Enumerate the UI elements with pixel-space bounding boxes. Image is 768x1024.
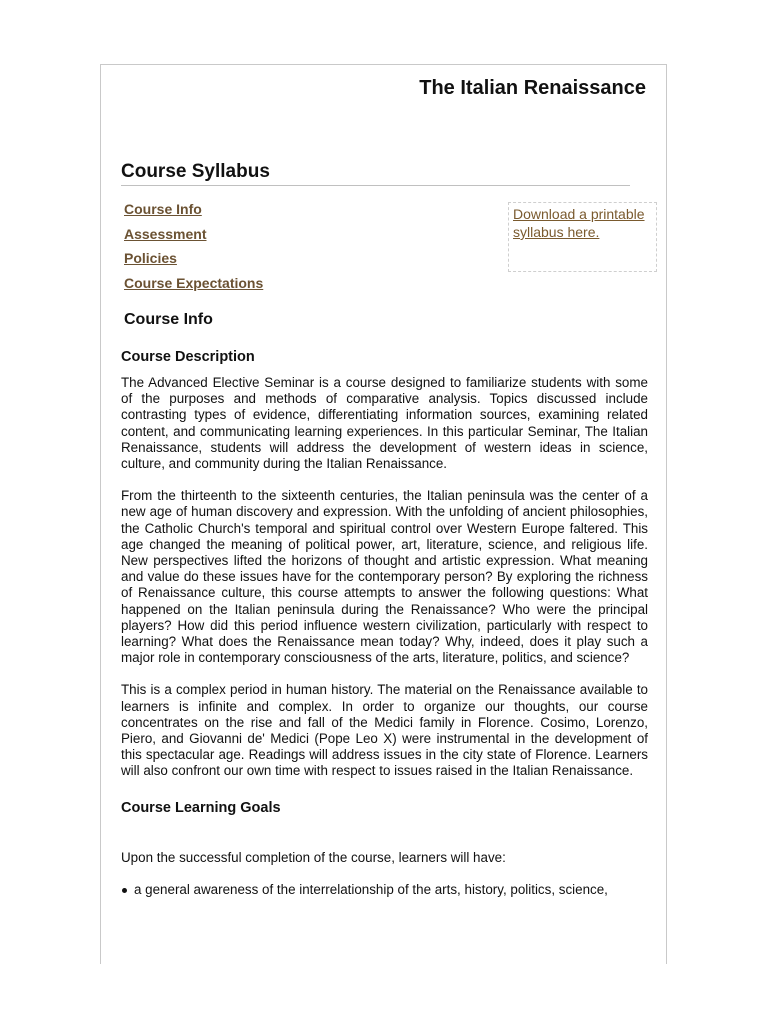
- download-box: [508, 202, 657, 272]
- table-of-contents: [124, 201, 263, 299]
- toc-item: [124, 226, 263, 245]
- section-title: Course Syllabus: [121, 161, 270, 182]
- toc-link-course-expectations[interactable]: Course Expectations: [124, 274, 264, 291]
- syllabus-page: [100, 64, 667, 964]
- learning-goals-heading: Course Learning Goals: [121, 799, 281, 816]
- section-divider: [121, 185, 630, 186]
- description-paragraph-3: This is a complex period in human history. The material on the Renaissance available to learners is infinite and complex. In order to organize our thoughts, our course concentrates on the rise and fall of the Medici family in Florence. Cosimo, Lorenzo, Piero, and Giovanni de' Medici (Pope Leo X) were instrumental in the development of this spectacular age. Readings will address issues in the city state of Florence. Learners will also confront our own time with respect to issues raised in the Italian Renaissance.: [121, 682, 648, 779]
- list-item: [121, 882, 648, 898]
- toc-item: [124, 201, 263, 220]
- learning-goals-list: [121, 882, 648, 898]
- description-paragraph-1: The Advanced Elective Seminar is a course designed to familiarize students with some of the purposes and methods of comparative analysis. Topics discussed include contrasting types of evidence, differentiating information sources, examining related content, and communicating learning experiences. In this particular Seminar, The Italian Renaissance, students will address the development of western ideas in science, culture, and community during the Italian Renaissance.: [121, 375, 648, 472]
- course-info-content: [121, 349, 648, 898]
- course-info-heading: Course Info: [124, 311, 213, 328]
- toc-link-course-info[interactable]: Course Info: [124, 201, 202, 217]
- download-syllabus-link[interactable]: Download a printable syllabus here.: [513, 206, 645, 240]
- course-description-heading: Course Description: [121, 349, 255, 365]
- toc-item: [124, 275, 263, 294]
- toc-link-assessment[interactable]: Assessment: [124, 225, 207, 242]
- document-title: The Italian Renaissance: [419, 77, 646, 99]
- toc-item: [124, 250, 263, 269]
- learning-goals-intro: Upon the successful completion of the course, learners will have:: [121, 849, 506, 865]
- toc-link-policies[interactable]: Policies: [124, 250, 177, 266]
- goal-text: a general awareness of the interrelationship of the arts, history, politics, science,: [134, 881, 608, 897]
- description-paragraph-2: From the thirteenth to the sixteenth centuries, the Italian peninsula was the center of a new age of human discovery and expression. With the unfolding of ancient philosophies, the Catholic Church's temporal and spiritual control over Western Europe faltered. This age changed the meaning of political power, art, literature, science, and religious life. New perspectives lifted the horizons of thought and artistic expression. What meaning and value do these issues have for the contemporary person? By exploring the richness of Renaissance culture, this course attempts to answer the following questions: What happened on the Italian peninsula during the Renaissance? Who were the principal players? How did this period influence western civilization, particularly with respect to learning? What does the Renaissance mean today? Why, indeed, does it play such a major role in contemporary consciousness of the arts, literature, politics, and science?: [121, 488, 648, 666]
- bullet-icon: [122, 888, 127, 893]
